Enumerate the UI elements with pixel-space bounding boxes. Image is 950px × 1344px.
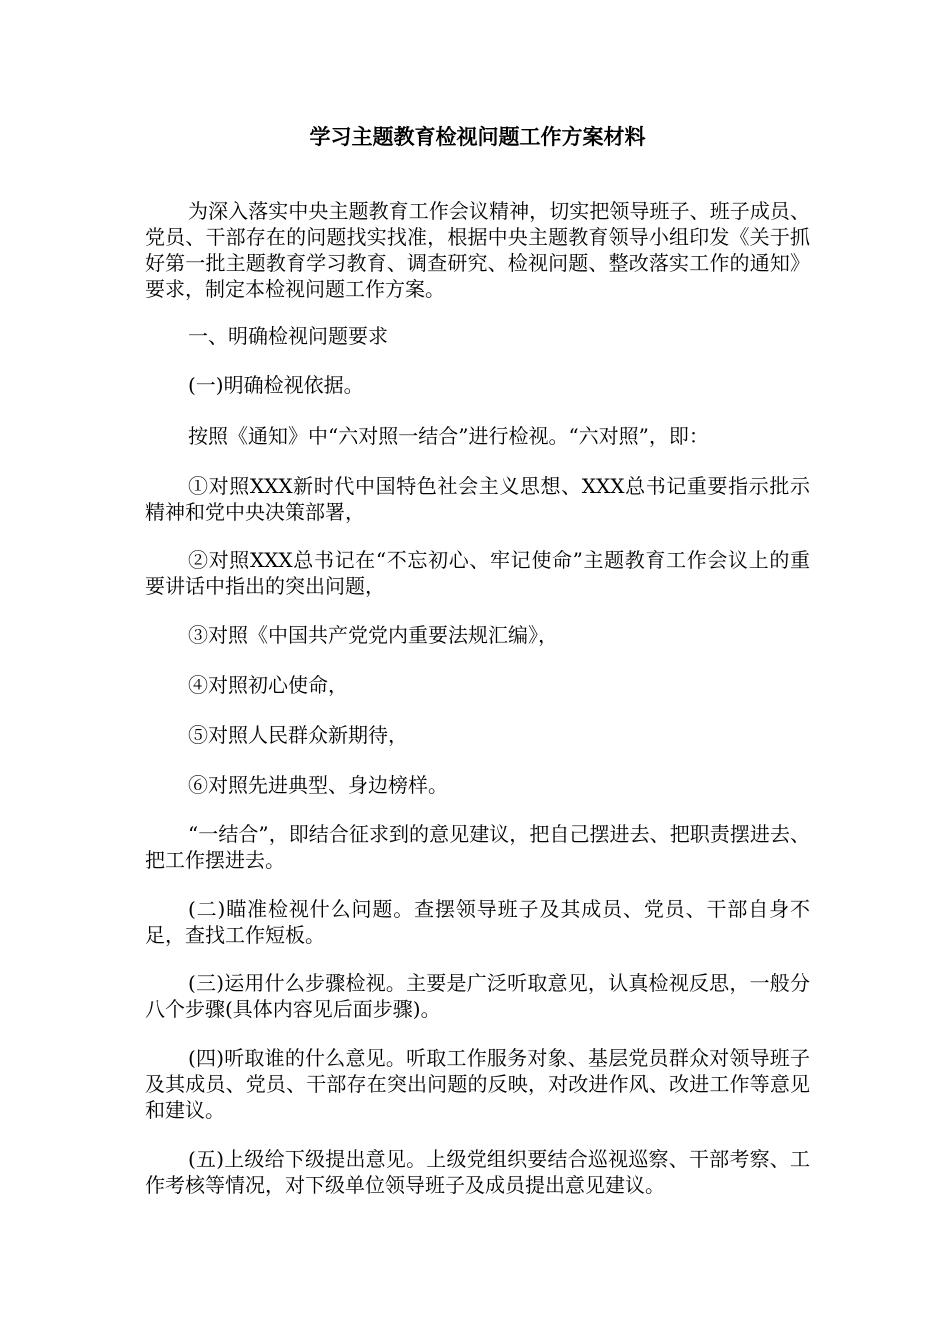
paragraph-one-combination: “一结合”，即结合征求到的意见建议，把自己摆进去、把职责摆进去、把工作摆进去。 — [145, 822, 810, 872]
list-item-5: ⑤对照人民群众新期待， — [188, 723, 408, 747]
list-item-2: ②对照XXX总书记在“不忘初心、牢记使命”主题教育工作会议上的重要讲话中指出的突出问题， — [145, 548, 810, 598]
list-item-6: ⑥对照先进典型、身边榜样。 — [188, 773, 448, 797]
subsection-5: (五)上级给下级提出意见。上级党组织要结合巡视巡察、干部考察、工作考核等情况，对下级单位领导班子及成员提出意见建议。 — [145, 1147, 810, 1197]
subsection-3: (三)运用什么步骤检视。主要是广泛听取意见，认真检视反思，一般分八个步骤(具体内容见后面步骤)。 — [145, 971, 810, 1021]
list-item-4: ④对照初心使命， — [188, 673, 348, 697]
subsection-heading-1: (一)明确检视依据。 — [188, 373, 364, 397]
document-title: 学习主题教育检视问题工作方案材料 — [309, 124, 646, 149]
list-item-1: ①对照XXX新时代中国特色社会主义思想、XXX总书记重要指示批示精神和党中央决策部署， — [145, 474, 810, 524]
subsection-2: (二)瞄准检视什么问题。查摆领导班子及其成员、党员、干部自身不足，查找工作短板。 — [145, 897, 810, 947]
paragraph-six-contrasts: 按照《通知》中“六对照一结合”进行检视。“六对照”，即： — [188, 424, 709, 448]
intro-paragraph: 为深入落实中央主题教育工作会议精神，切实把领导班子、班子成员、党员、干部存在的问题找实找准，根据中央主题教育领导小组印发《关于抓好第一批主题教育学习教育、调查研究、检视问题、整改落实工作的通知》要求，制定本检视问题工作方案。 — [145, 199, 810, 301]
section-heading-1: 一、明确检视问题要求 — [188, 324, 388, 348]
list-item-3: ③对照《中国共产党党内重要法规汇编》， — [188, 623, 558, 647]
subsection-4: (四)听取谁的什么意见。听取工作服务对象、基层党员群众对领导班子及其成员、党员、干部存在突出问题的反映，对改进作风、改进工作等意见和建议。 — [145, 1046, 810, 1122]
